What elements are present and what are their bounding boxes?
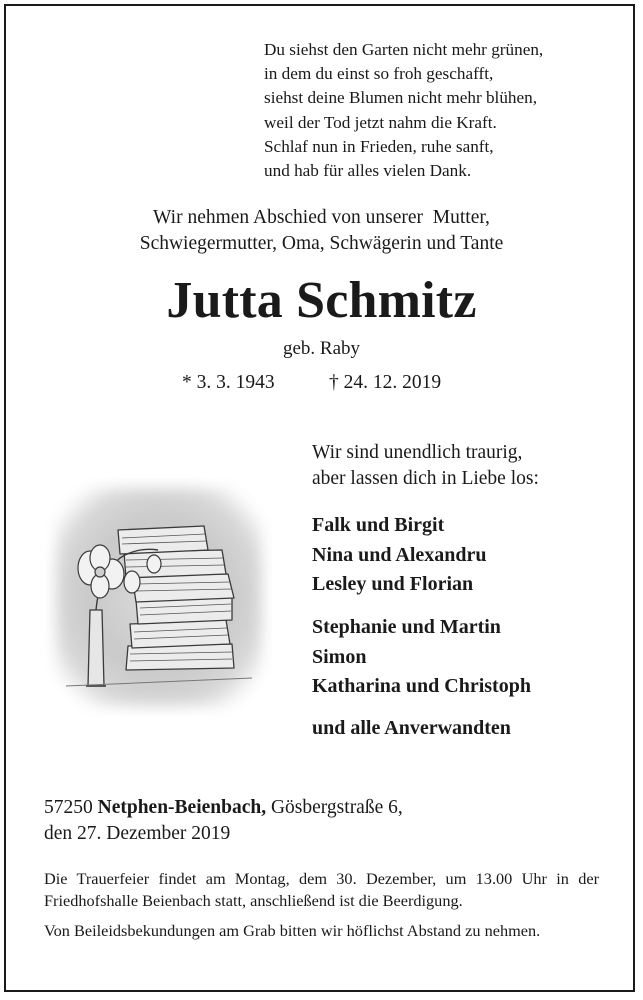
mourners-group-3 [312, 714, 511, 744]
poem-line: siehst deine Blumen nicht mehr blühen, [264, 88, 538, 108]
poem-line: in dem du einst so froh geschafft, [264, 64, 494, 84]
funeral-notice: Die Trauerfeier findet am Montag, dem 30. Dezember, um 13.00 Uhr in der Friedhofshalle Beienbach statt, anschließend ist die Beerdigung. [44, 869, 599, 910]
mourner-name: Nina und Alexandru [312, 543, 487, 566]
town: Netphen-Beienbach, [97, 797, 267, 818]
intro-line: Wir nehmen Abschied von unserer Mutter, [153, 207, 490, 228]
street: Gösbergstraße 6, [270, 797, 403, 818]
maiden-name: geb. Raby [282, 338, 361, 359]
address-line [44, 795, 403, 821]
mourner-name: Simon [312, 645, 367, 668]
mourner-name: Stephanie und Martin [312, 616, 501, 638]
poem-line: weil der Tod jetzt nahm die Kraft. [264, 112, 497, 132]
poem-line: und hab für alles vielen Dank. [264, 161, 472, 181]
address-block [44, 795, 403, 847]
poem-line: Du siehst den Garten nicht mehr grünen, [264, 40, 544, 59]
books-and-orchid-sketch-icon [46, 478, 272, 716]
condolence-notice: Von Beileidsbekundungen am Grab bitten wir höflichst Abstand zu nehmen. [44, 921, 541, 940]
mourner-name: Falk und Birgit [312, 514, 445, 536]
mourner-name: Lesley und Florian [312, 573, 474, 595]
intro-line: Schwiegermutter, Oma, Schwägerin und Tante [139, 233, 504, 254]
mourning-line: Wir sind unendlich traurig, [312, 442, 523, 463]
mourner-name: Katharina und Christoph [312, 675, 531, 697]
birth-date: * 3. 3. 1943 [182, 372, 275, 393]
poem [264, 38, 604, 183]
mourning-line: aber lassen dich in Liebe los: [312, 468, 539, 489]
mourners-group-1 [312, 511, 487, 600]
mourners-group-2 [312, 613, 531, 702]
death-date: † 24. 12. 2019 [329, 372, 442, 393]
mourning-text [312, 440, 539, 492]
deceased-name: Jutta Schmitz [166, 272, 477, 329]
mourner-name: und alle Anverwandten [312, 717, 511, 739]
farewell-intro [0, 205, 643, 257]
poem-line: Schlaf nun in Frieden, ruhe sanft, [264, 136, 494, 156]
postcode: 57250 [44, 797, 93, 818]
date-line: den 27. Dezember 2019 [44, 823, 231, 844]
